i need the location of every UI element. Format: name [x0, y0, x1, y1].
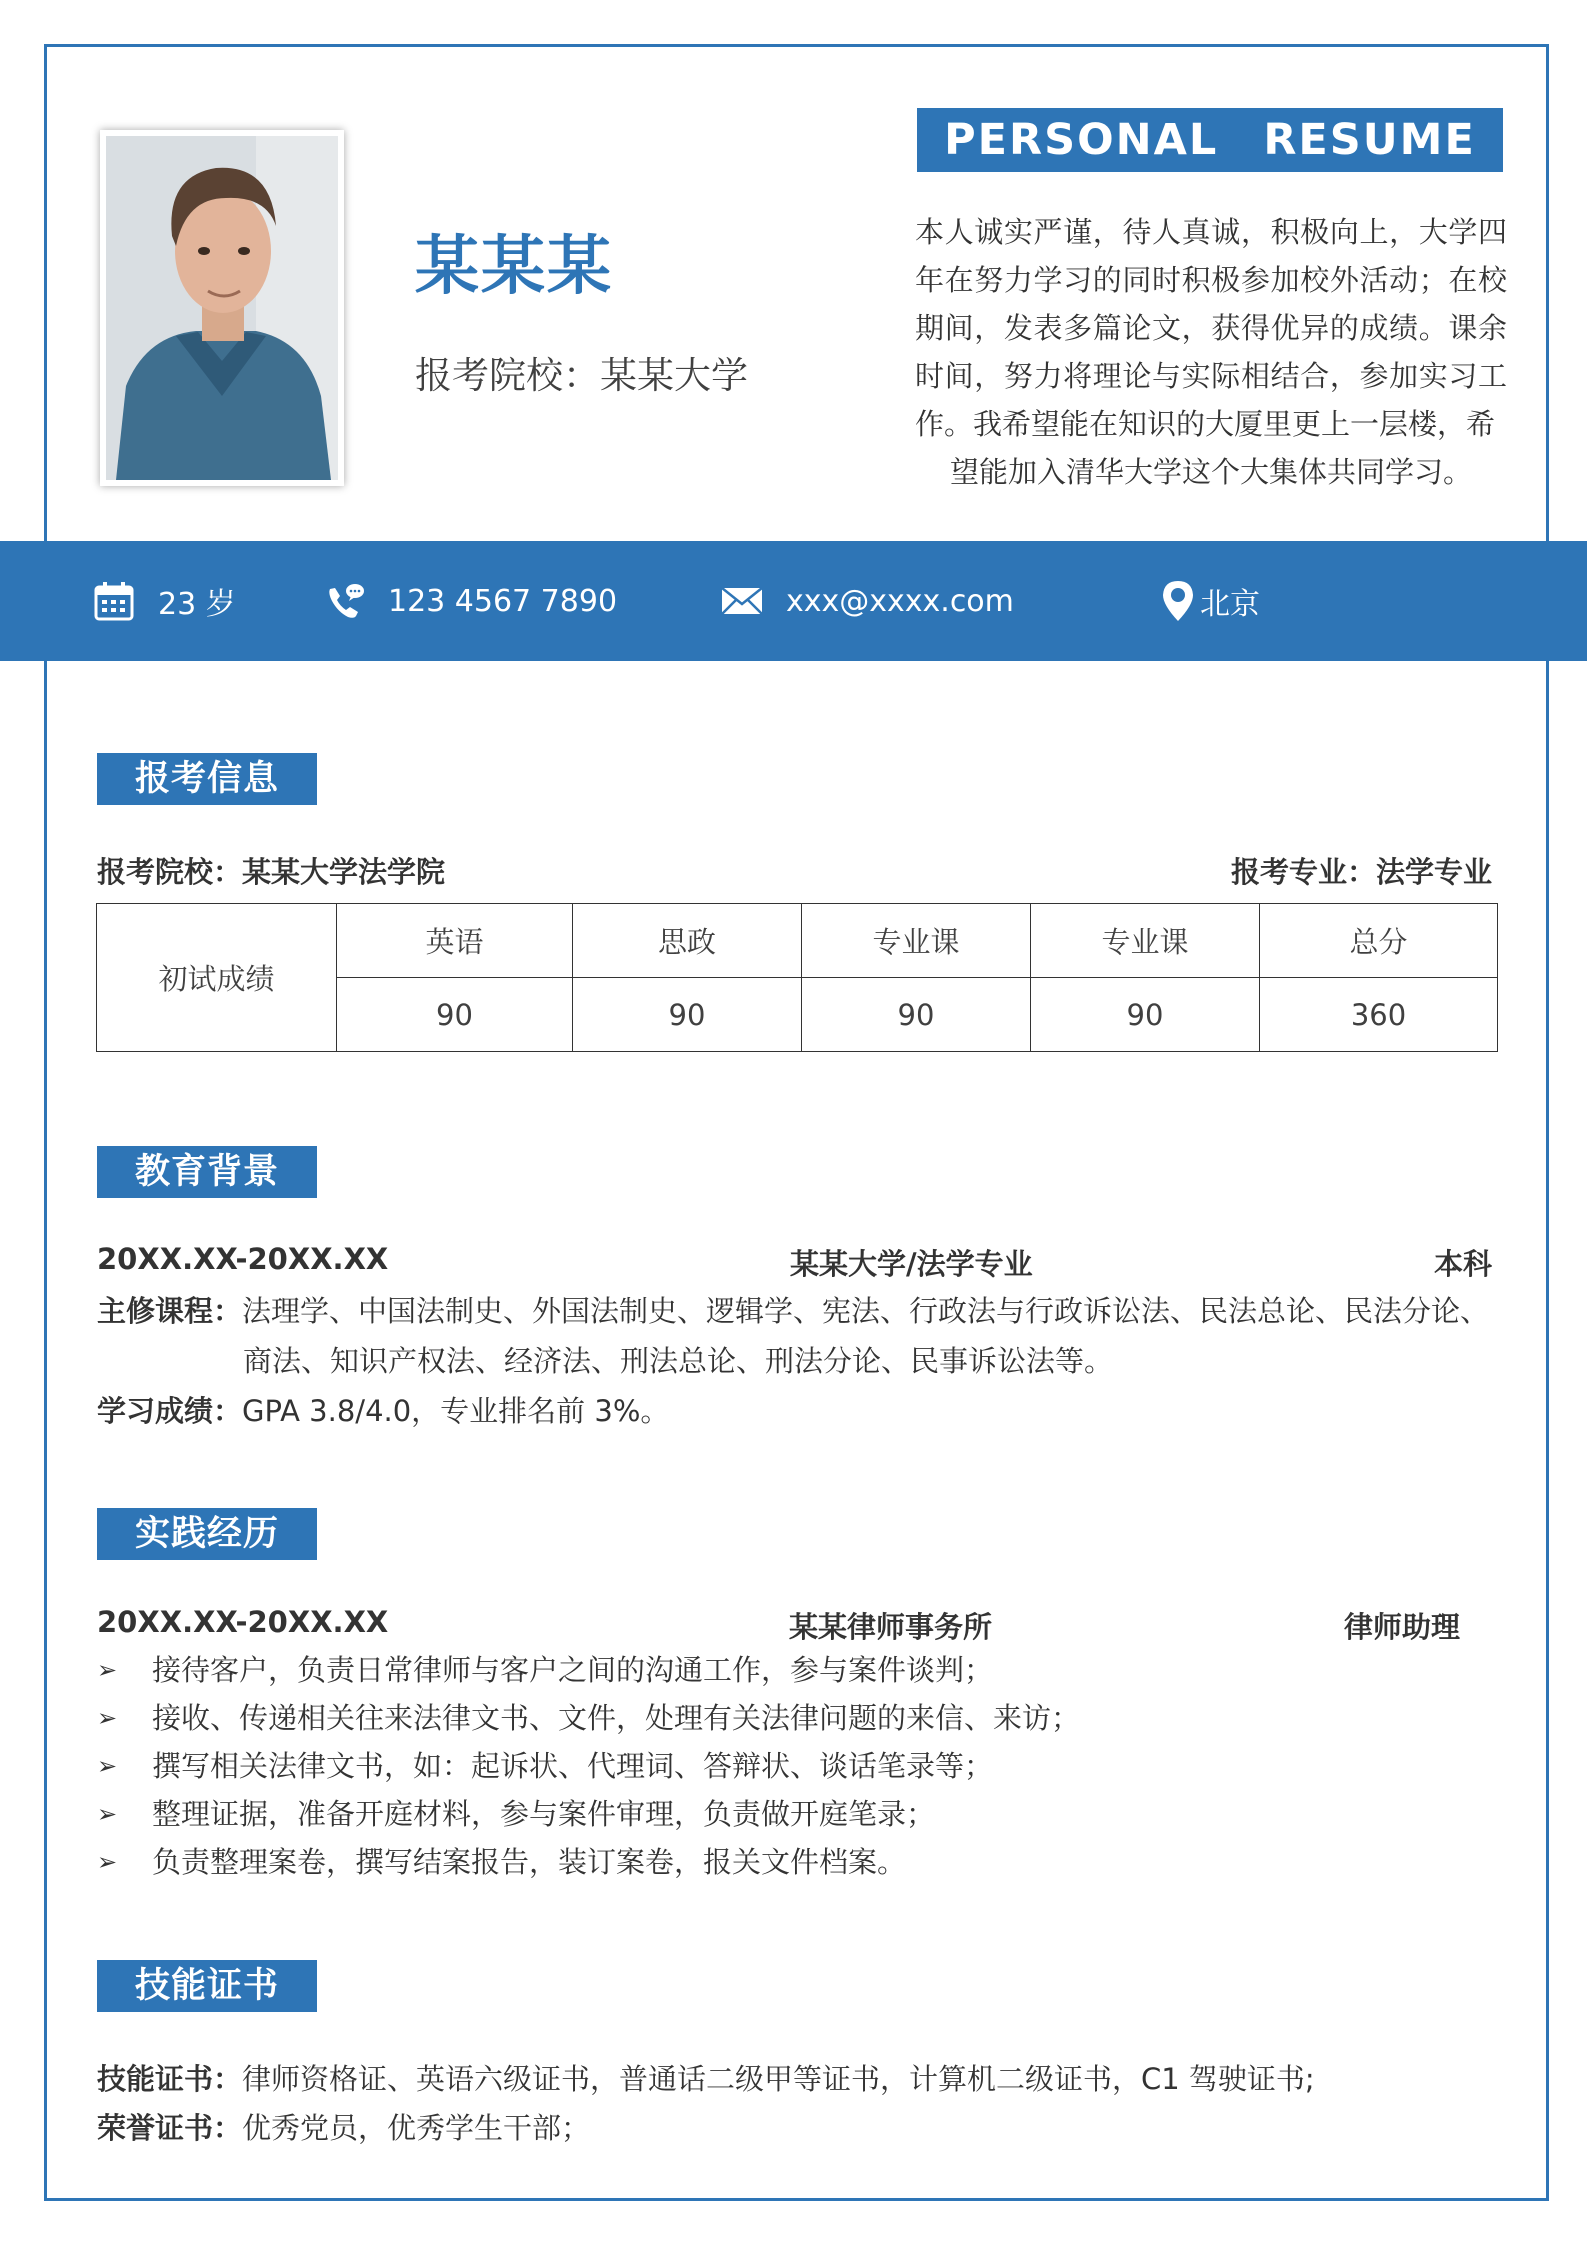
envelope-icon: [720, 579, 764, 623]
bullet-arrow-icon: ➢: [97, 1704, 118, 1732]
score-cell: 360: [1260, 978, 1498, 1052]
bullet-arrow-icon: ➢: [97, 1656, 118, 1684]
person-illustration: [106, 136, 338, 480]
section-practice-title: 实践经历: [97, 1508, 317, 1560]
list-item: ➢ 撰写相关法律文书，如：起诉状、代理词、答辩状、谈话笔录等；: [97, 1742, 1497, 1790]
practice-period: 20XX.XX-20XX.XX: [97, 1605, 389, 1639]
profile-photo: [100, 130, 344, 486]
honor-text: 优秀党员，优秀学生干部；: [242, 2111, 591, 2145]
preliminary-score-table: [96, 903, 1498, 1052]
phone-icon: [322, 579, 366, 623]
list-item: ➢ 接收、传递相关往来法律文书、文件，处理有关法律问题的来信、来访；: [97, 1694, 1497, 1742]
score-cell: 90: [802, 978, 1031, 1052]
education-period: 20XX.XX-20XX.XX: [97, 1242, 389, 1276]
bullet-arrow-icon: ➢: [97, 1848, 118, 1876]
certificate-label: 技能证书：: [97, 2062, 243, 2096]
candidate-name: 某某某: [415, 230, 613, 304]
practice-role: 律师助理: [1344, 1610, 1461, 1644]
score-cell: 90: [573, 978, 802, 1052]
subject-header: 思政: [573, 904, 802, 978]
courses-text: 法理学、中国法制史、外国法制史、逻辑学、宪法、行政法与行政诉讼法、民法总论、民法分论、: [242, 1294, 1490, 1328]
email-text: xxx@xxxx.com: [786, 583, 1014, 619]
subject-header: 英语: [337, 904, 573, 978]
exam-major: 报考专业：法学专业: [1230, 855, 1492, 889]
section-skills-title: 技能证书: [97, 1960, 317, 2012]
exam-school: 报考院校：某某大学法学院: [97, 855, 446, 889]
certificate-text: 律师资格证、英语六级证书，普通话二级甲等证书，计算机二级证书，C1 驾驶证书;: [242, 2062, 1315, 2096]
score-cell: 90: [1031, 978, 1260, 1052]
honor-line: [97, 2103, 590, 2153]
phone-text: 123 4567 7890: [388, 583, 618, 619]
list-item: ➢ 接待客户，负责日常律师与客户之间的沟通工作，参与案件谈判；: [97, 1646, 1497, 1694]
score-row-label: 初试成绩: [97, 904, 337, 1052]
education-school: 某某大学/法学专业: [790, 1247, 1033, 1281]
section-education-title: 教育背景: [97, 1146, 317, 1198]
contact-phone: [322, 541, 617, 661]
subject-header: 总分: [1260, 904, 1498, 978]
self-introduction: [915, 208, 1507, 496]
courses-line: [97, 1286, 1489, 1336]
subject-header: 专业课: [1031, 904, 1260, 978]
list-item: ➢ 负责整理案卷，撰写结案报告，装订案卷，报关文件档案。: [97, 1838, 1497, 1886]
practice-duty-list: [97, 1646, 1497, 1886]
bullet-arrow-icon: ➢: [97, 1800, 118, 1828]
subject-header: 专业课: [802, 904, 1031, 978]
list-item: ➢ 整理证据，准备开庭材料，参与案件审理，负责做开庭笔录；: [97, 1790, 1497, 1838]
certificate-line: [97, 2054, 1315, 2104]
section-exam-info-title: 报考信息: [97, 753, 317, 805]
contact-bar: [0, 541, 1587, 661]
exam-target-row: [97, 850, 1492, 891]
score-cell: 90: [337, 978, 573, 1052]
grade-line: [97, 1386, 669, 1436]
target-school-line: 报考院校：某某大学: [415, 354, 748, 397]
courses-label: 主修课程：: [97, 1294, 243, 1328]
grade-text: GPA 3.8/4.0，专业排名前 3%。: [242, 1394, 670, 1428]
city-text: 北京: [1200, 587, 1260, 622]
bullet-arrow-icon: ➢: [97, 1752, 118, 1780]
contact-email: [720, 541, 1014, 661]
grade-label: 学习成绩：: [97, 1394, 243, 1428]
location-pin-icon: [1156, 579, 1200, 623]
age-text: 23 岁: [158, 587, 236, 622]
contact-age: [92, 541, 236, 661]
intro-main-text: 本人诚实严谨，待人真诚，积极向上，大学四年在努力学习的同时积极参加校外活动；在校期间，发表多篇论文，获得优异的成绩。课余时间，努力将理论与实际相结合，参加实习工作。我希望能在知识的大厦里更上一层楼，希: [915, 215, 1507, 441]
resume-banner: PERSONAL RESUME: [917, 108, 1503, 172]
honor-label: 荣誉证书：: [97, 2111, 243, 2145]
courses-line-2: 商法、知识产权法、经济法、刑法总论、刑法分论、民事诉讼法等。: [243, 1344, 1114, 1378]
calendar-icon: [92, 579, 136, 623]
intro-last-line: 望能加入清华大学这个大集体共同学习。: [949, 455, 1472, 489]
education-degree: 本科: [1433, 1247, 1492, 1281]
practice-company: 某某律师事务所: [789, 1610, 993, 1644]
contact-city: [1156, 541, 1260, 661]
